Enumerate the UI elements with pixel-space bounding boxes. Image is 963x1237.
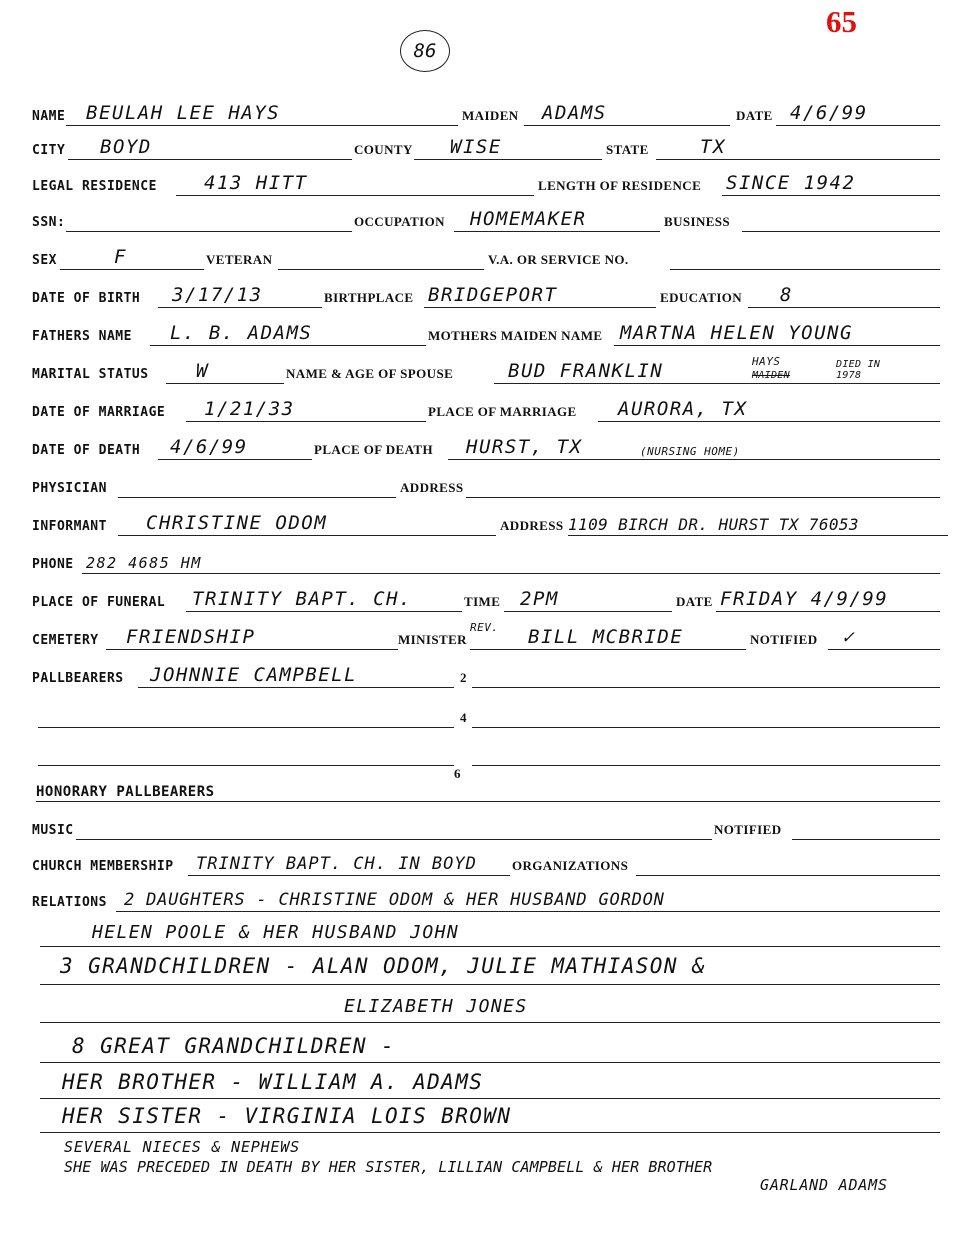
notified-value: ✓ [842, 626, 855, 648]
row-fathers-name [0, 312, 963, 346]
page-number: 65 [826, 4, 857, 39]
place-of-death-label: PLACE OF DEATH [314, 442, 433, 457]
cemetery-label: CEMETERY [32, 633, 99, 648]
veteran-label: VETERAN [206, 252, 273, 267]
occupation-value: HOMEMAKER [470, 208, 587, 230]
city-value: BOYD [100, 136, 152, 158]
county-label: COUNTY [354, 142, 413, 157]
church-membership-value: TRINITY BAPT. CH. IN BOYD [196, 854, 477, 874]
length-of-residence-label: LENGTH OF RESIDENCE [538, 178, 702, 193]
pallbearer-number-4: 4 [460, 710, 467, 725]
pallbearer-number-6: 6 [454, 766, 461, 781]
date-of-birth-label: DATE OF BIRTH [32, 291, 141, 306]
name-value: BEULAH LEE HAYS [86, 102, 281, 124]
row-date-of-marriage [0, 388, 963, 422]
time-value: 2PM [520, 588, 559, 610]
row-pallbearers-5-6 [0, 732, 963, 781]
pallbearer-number-2: 2 [460, 670, 467, 685]
maiden-label: MAIDEN [462, 108, 519, 123]
spouse-value: BUD FRANKLIN [508, 360, 664, 382]
row-physician [0, 464, 963, 498]
row-phone [0, 540, 963, 574]
pallbearers-value: JOHNNIE CAMPBELL [150, 664, 358, 686]
row-name [0, 92, 963, 126]
relations-line-4: 8 GREAT GRANDCHILDREN - [72, 1034, 395, 1058]
informant-address-label: ADDRESS [500, 518, 564, 533]
notified-label: NOTIFIED [750, 632, 818, 647]
spouse-note: DIED IN 1978 [836, 359, 881, 381]
fathers-name-label: FATHERS NAME [32, 329, 132, 344]
row-pallbearers [0, 654, 963, 688]
state-label: STATE [606, 142, 649, 157]
row-pallbearers-3-4 [0, 694, 963, 728]
physician-address-label: ADDRESS [400, 480, 464, 495]
note-line-2: SHE WAS PRECEDED IN DEATH BY HER SISTER, LILLIAN CAMPBELL & HER BROTHER [64, 1158, 713, 1176]
marital-status-value: W [196, 360, 209, 382]
organizations-label: ORGANIZATIONS [512, 858, 629, 873]
informant-value: CHRISTINE ODOM [146, 512, 328, 534]
education-value: 8 [780, 284, 793, 306]
ssn-label: SSN: [32, 215, 66, 230]
row-sex [0, 236, 963, 270]
relations-line-1: HELEN POOLE & HER HUSBAND JOHN [92, 922, 460, 943]
row-informant [0, 502, 963, 536]
phone-value: 282 4685 HM [86, 554, 202, 572]
place-of-marriage-label: PLACE OF MARRIAGE [428, 404, 577, 419]
row-relations [0, 878, 963, 912]
relations-line-3: ELIZABETH JONES [344, 996, 528, 1017]
funeral-date-label: DATE [676, 594, 713, 609]
sex-value: F [114, 246, 127, 268]
minister-label: MINISTER [398, 632, 467, 647]
place-of-death-value: HURST, TX [466, 436, 583, 458]
spouse-above-text: HAYS [752, 355, 781, 368]
mothers-maiden-name-label: MOTHERS MAIDEN NAME [428, 328, 603, 343]
place-of-funeral-value: TRINITY BAPT. CH. [192, 588, 412, 610]
spouse-struck-text: MAIDEN [752, 370, 790, 381]
row-date-of-death [0, 426, 963, 460]
funeral-date-value: FRIDAY 4/9/99 [720, 588, 889, 610]
birthplace-label: BIRTHPLACE [324, 290, 414, 305]
time-label: TIME [464, 594, 501, 609]
date-of-birth-value: 3/17/13 [172, 284, 263, 306]
business-label: BUSINESS [664, 214, 731, 229]
row-music [0, 806, 963, 840]
spouse-label: NAME & AGE OF SPOUSE [286, 366, 454, 381]
place-of-death-note: (NURSING HOME) [640, 445, 740, 458]
row-legal-residence [0, 162, 963, 196]
music-label: MUSIC [32, 823, 74, 838]
legal-residence-value: 413 HITT [204, 172, 308, 194]
informant-address-value: 1109 BIRCH DR. HURST TX 76053 [568, 515, 859, 534]
minister-value: BILL MCBRIDE [528, 626, 684, 648]
legal-residence-label: LEGAL RESIDENCE [32, 179, 157, 194]
city-label: CITY [32, 143, 66, 158]
place-of-marriage-value: AURORA, TX [618, 398, 748, 420]
va-service-label: V.A. OR SERVICE NO. [488, 252, 629, 267]
name-label: NAME [32, 109, 66, 124]
physician-label: PHYSICIAN [32, 481, 107, 496]
phone-label: PHONE [32, 557, 74, 572]
date-of-marriage-value: 1/21/33 [204, 398, 295, 420]
relations-label: RELATIONS [32, 895, 107, 910]
date-value: 4/6/99 [790, 102, 868, 124]
marital-status-label: MARITAL STATUS [32, 367, 149, 382]
cemetery-value: FRIENDSHIP [126, 626, 256, 648]
length-of-residence-value: SINCE 1942 [726, 172, 856, 194]
informant-label: INFORMANT [32, 519, 107, 534]
relations-line-6: HER SISTER - VIRGINIA LOIS BROWN [62, 1104, 512, 1128]
sex-label: SEX [32, 253, 57, 268]
maiden-value: ADAMS [542, 102, 607, 124]
occupation-label: OCCUPATION [354, 214, 445, 229]
relations-value: 2 DAUGHTERS - CHRISTINE ODOM & HER HUSBAND GORDON [124, 890, 665, 910]
county-value: WISE [450, 136, 502, 158]
mothers-maiden-name-value: MARTNA HELEN YOUNG [620, 322, 853, 344]
education-label: EDUCATION [660, 290, 743, 305]
row-place-of-funeral [0, 578, 963, 612]
relations-line-5: HER BROTHER - WILLIAM A. ADAMS [62, 1070, 484, 1094]
birthplace-value: BRIDGEPORT [428, 284, 558, 306]
note-line-1: SEVERAL NIECES & NEPHEWS [64, 1138, 300, 1156]
fathers-name-value: L. B. ADAMS [170, 322, 313, 344]
church-membership-label: CHURCH MEMBERSHIP [32, 859, 174, 874]
honorary-pallbearers-label: HONORARY PALLBEARERS [36, 784, 215, 800]
row-ssn [0, 198, 963, 232]
row-cemetery [0, 616, 963, 650]
row-church-membership [0, 842, 963, 876]
music-notified-label: NOTIFIED [714, 822, 782, 837]
pallbearers-label: PALLBEARERS [32, 671, 124, 686]
relations-line-2: 3 GRANDCHILDREN - ALAN ODOM, JULIE MATHIASON & [60, 954, 706, 978]
minister-above-text: REV. [470, 621, 499, 634]
row-date-of-birth [0, 274, 963, 308]
row-city [0, 126, 963, 160]
date-of-death-value: 4/6/99 [170, 436, 248, 458]
row-honorary-pallbearers [0, 768, 963, 802]
place-of-funeral-label: PLACE OF FUNERAL [32, 595, 166, 610]
date-of-marriage-label: DATE OF MARRIAGE [32, 405, 166, 420]
circled-record-number: 86 [400, 30, 450, 72]
state-value: TX [700, 136, 726, 158]
date-label: DATE [736, 108, 773, 123]
date-of-death-label: DATE OF DEATH [32, 443, 141, 458]
note-line-3: GARLAND ADAMS [760, 1176, 888, 1194]
row-marital-status [0, 350, 963, 384]
